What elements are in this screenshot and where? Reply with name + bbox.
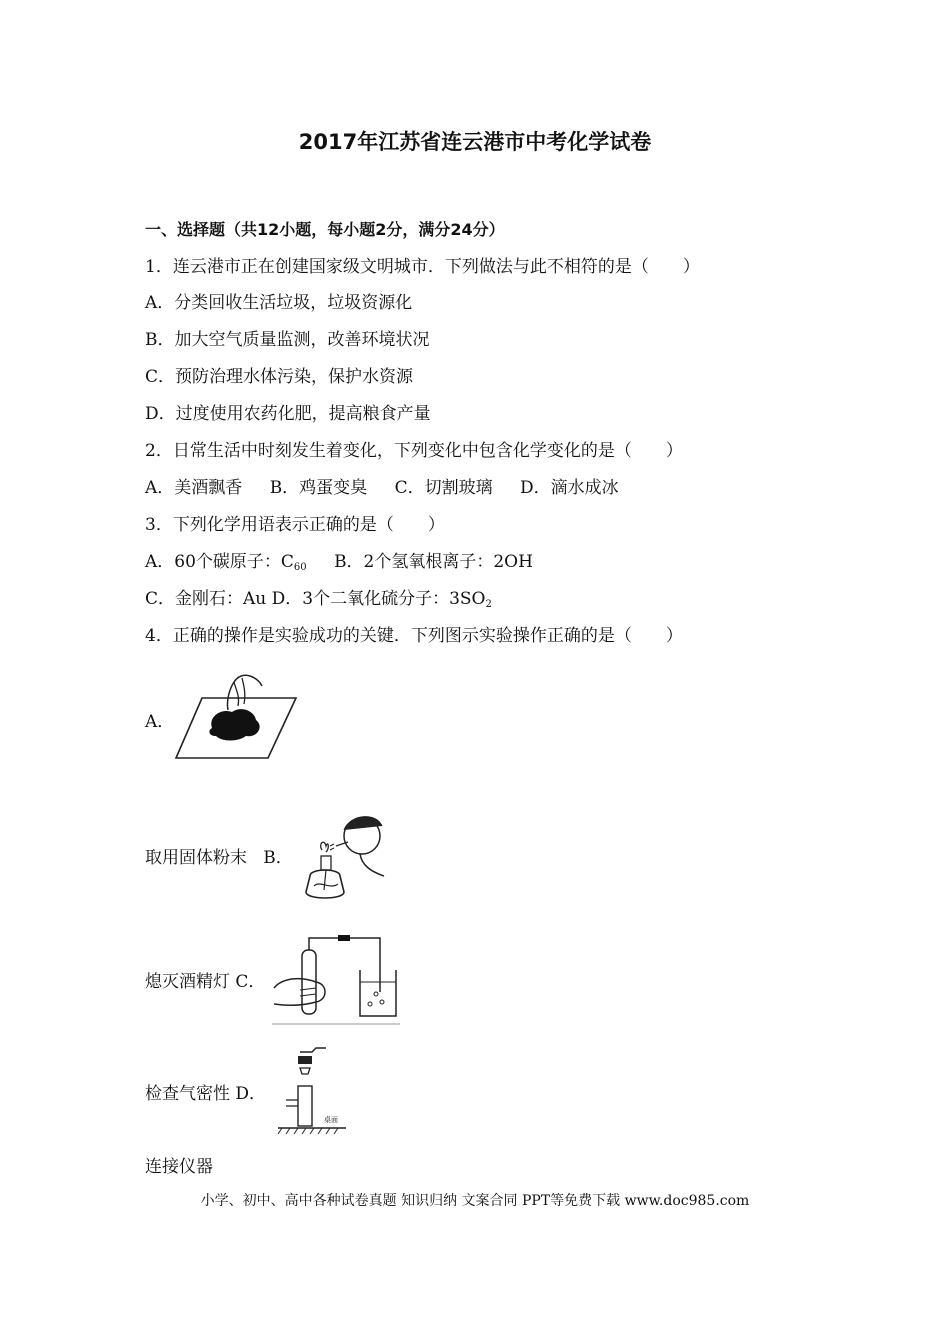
q3-option-b: B．2个氢氧根离子：2OH	[334, 552, 533, 572]
q4-option-a-caption: 取用固体粉末	[145, 848, 247, 868]
alcohol-lamp-blowing-figure	[300, 806, 400, 906]
q4-option-b-letter: B．	[263, 848, 293, 868]
q3-option-a-subscript: 60	[293, 562, 307, 573]
q4-option-d-letter: D．	[235, 1084, 267, 1104]
q2-stem: 2．日常生活中时刻发生着变化，下列变化中包含化学变化的是（ ）	[145, 441, 683, 461]
q4-option-a-letter: A．	[145, 712, 175, 732]
q4-option-c-caption: 检查气密性	[145, 1084, 230, 1104]
q3-option-d	[272, 589, 492, 609]
q2-option-a: A．美酒飘香	[145, 478, 243, 498]
page-footer: 小学、初中、高中各种试卷真题 知识归纳 文案合同 PPT等免费下载 www.doc985.com	[200, 1193, 750, 1209]
q1-option-d: D．过度使用农药化肥，提高粮食产量	[145, 404, 431, 424]
q4-option-b-caption-line	[145, 970, 265, 994]
q4-option-b-caption: 熄灭酒精灯	[145, 972, 230, 992]
q1-option-c: C．预防治理水体污染，保护水资源	[145, 367, 414, 387]
q4-option-a-caption-line	[145, 846, 293, 870]
q2-option-c: C．切割玻璃	[394, 478, 493, 498]
connecting-apparatus-figure	[276, 1042, 352, 1136]
q4-option-d-caption: 连接仪器	[145, 1157, 213, 1177]
q2-options	[145, 476, 641, 500]
desk-label: 桌面	[324, 1116, 338, 1124]
airtightness-check-figure	[272, 930, 402, 1026]
q1-stem: 1．连云港市正在创建国家级文明城市．下列做法与此不相符的是（ ）	[145, 257, 700, 277]
q3-stem: 3．下列化学用语表示正确的是（ ）	[145, 515, 445, 535]
q3-options-ab	[145, 550, 555, 580]
q1-option-a: A．分类回收生活垃圾，垃圾资源化	[145, 293, 413, 313]
q4-option-c-caption-line	[145, 1082, 266, 1106]
q1-option-b: B．加大空气质量监测，改善环境状况	[145, 330, 430, 350]
page-title: 2017年江苏省连云港市中考化学试卷	[298, 130, 652, 154]
q3-option-d-subscript: 2	[485, 599, 492, 610]
q4-option-c-letter: C．	[235, 972, 266, 992]
q3-option-d-text: D．3个二氧化硫分子：3SO	[271, 589, 486, 609]
q4-stem: 4．正确的操作是实验成功的关键．下列图示实验操作正确的是（ ）	[145, 626, 683, 646]
q3-option-a	[145, 550, 307, 580]
q2-option-d: D．滴水成冰	[520, 478, 619, 498]
q2-option-b: B．鸡蛋变臭	[269, 478, 368, 498]
q3-option-a-text: A．60个碳原子：C	[145, 552, 294, 572]
powder-on-paper-figure	[172, 670, 300, 762]
q3-option-c: C．金刚石：Au	[145, 589, 267, 609]
q3-options-cd	[145, 587, 492, 617]
section-heading: 一、选择题（共12小题，每小题2分，满分24分）	[145, 220, 505, 239]
